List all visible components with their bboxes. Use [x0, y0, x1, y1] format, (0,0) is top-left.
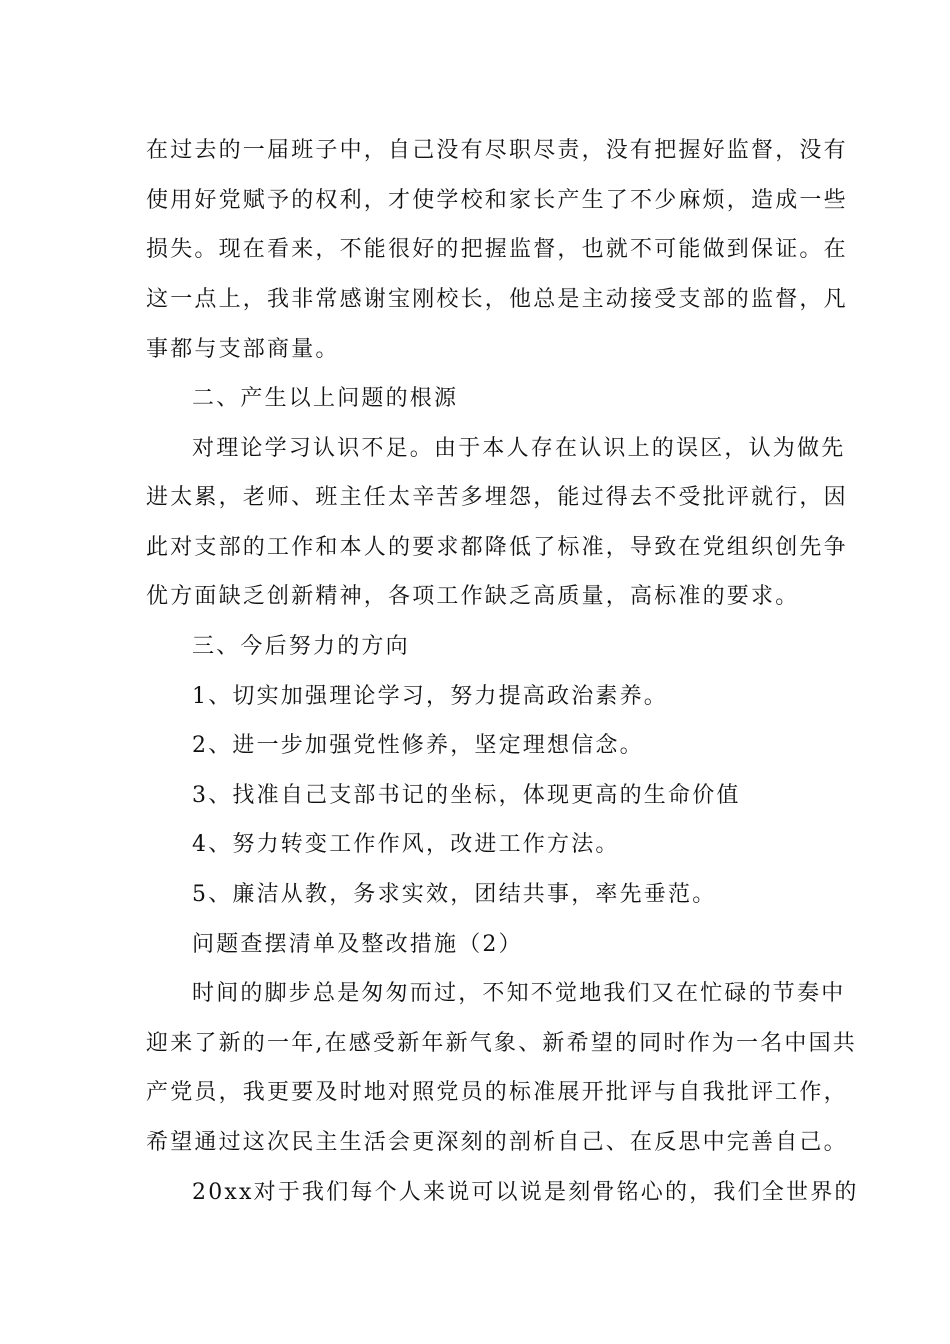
text-line: 产党员，我更要及时地对照党员的标准展开批评与自我批评工作，	[146, 1080, 848, 1105]
section-heading: 二、产生以上问题的根源	[192, 386, 459, 411]
list-item: 4、努力转变工作作风，改进工作方法。	[192, 832, 620, 857]
text-line: 优方面缺乏创新精神，各项工作缺乏高质量，高标准的要求。	[146, 584, 800, 609]
text-line: 进太累，老师、班主任太辛苦多埋怨，能过得去不受批评就行，因	[146, 485, 848, 510]
text-line: 此对支部的工作和本人的要求都降低了标准，导致在党组织创先争	[146, 535, 848, 560]
text-line: 这一点上，我非常感谢宝刚校长，他总是主动接受支部的监督，凡	[146, 287, 848, 312]
section-heading: 三、今后努力的方向	[192, 634, 410, 659]
text-line: 在过去的一届班子中，自己没有尽职尽责，没有把握好监督，没有	[146, 138, 848, 163]
paragraph-first-line: 对理论学习认识不足。由于本人存在认识上的误区，认为做先	[192, 436, 846, 461]
paragraph-first-line: 时间的脚步总是匆匆而过，不知不觉地我们又在忙碌的节奏中	[192, 981, 846, 1006]
document-subtitle: 问题查摆清单及整改措施（2）	[192, 932, 523, 957]
list-item: 3、找准自己支部书记的坐标，体现更高的生命价值	[192, 783, 741, 808]
list-item: 2、进一步加强党性修养，坚定理想信念。	[192, 733, 644, 758]
paragraph-first-line: 20xx对于我们每个人来说可以说是刻骨铭心的，我们全世界的	[192, 1180, 859, 1205]
list-item: 1、切实加强理论学习，努力提高政治素养。	[192, 684, 668, 709]
text-line: 事都与支部商量。	[146, 337, 340, 362]
text-line: 迎来了新的一年,在感受新年新气象、新希望的同时作为一名中国共	[146, 1031, 857, 1056]
text-line: 希望通过这次民主生活会更深刻的剖析自己、在反思中完善自己。	[146, 1130, 848, 1155]
list-item: 5、廉洁从教，务求实效，团结共事，率先垂范。	[192, 882, 717, 907]
text-line: 使用好党赋予的权利，才使学校和家长产生了不少麻烦，造成一些	[146, 188, 848, 213]
text-line: 损失。现在看来，不能很好的把握监督，也就不可能做到保证。在	[146, 237, 848, 262]
